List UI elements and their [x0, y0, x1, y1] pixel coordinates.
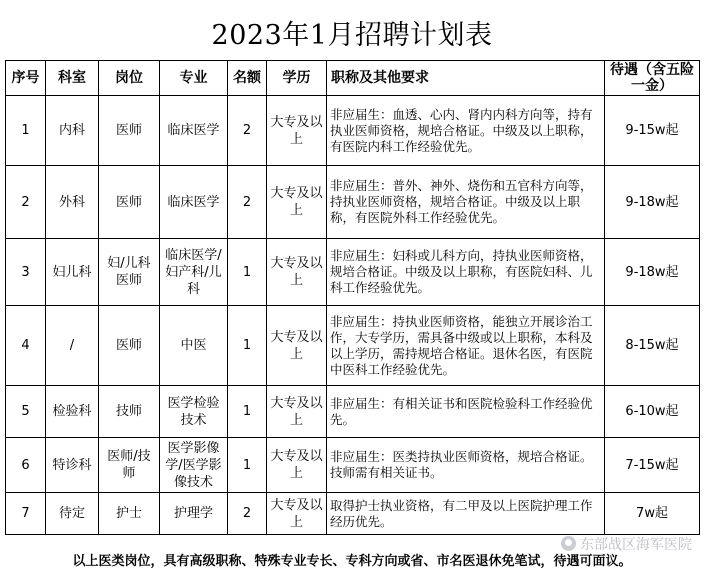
- cell-education: 大专及以上: [267, 493, 327, 535]
- cell-dept: 外科: [46, 166, 99, 239]
- cell-dept: 内科: [46, 96, 99, 166]
- cell-requirements: 非应届生：妇科或儿科方向，持执业医师资格，规培合格证。中级及以上职称，有医院妇科、儿科工作经验优先。: [327, 239, 605, 306]
- table-row: [6, 386, 700, 438]
- cell-dept: 特诊科: [46, 438, 99, 493]
- cell-dept: 待定: [46, 493, 99, 535]
- watermark-label: 东部战区海军医院: [580, 537, 692, 553]
- table-row: [6, 239, 700, 306]
- page-title: 2023年1月招聘计划表: [211, 20, 493, 51]
- cell-pay: 8-15w起: [605, 306, 700, 386]
- cell-requirements: 非应届生：有相关证书和医院检验科工作经验优先。: [327, 386, 605, 438]
- cell-post: 妇/儿科医师: [99, 239, 160, 306]
- cell-education: 大专及以上: [267, 306, 327, 386]
- header-count: 名额: [228, 61, 267, 96]
- cell-pay: 9-15w起: [605, 96, 700, 166]
- cell-requirements: 非应届生：持执业医师资格，能独立开展诊治工作，大专学历，需具备中级或以上职称，本科及以上学历，需持规培合格证。退休名医，有医院中医科工作经验优先。: [327, 306, 605, 386]
- cell-major: 医学检验技术: [160, 386, 228, 438]
- cell-count: 2: [228, 493, 267, 535]
- cell-education: 大专及以上: [267, 239, 327, 306]
- table-row: [6, 493, 700, 535]
- cell-education: 大专及以上: [267, 386, 327, 438]
- header-major: 专业: [160, 61, 228, 96]
- cell-count: 1: [228, 386, 267, 438]
- cell-pay: 7w起: [605, 493, 700, 535]
- header-no: 序号: [6, 61, 46, 96]
- cell-no: 2: [6, 166, 46, 239]
- cell-count: 2: [228, 96, 267, 166]
- cell-count: 1: [228, 438, 267, 493]
- table-row: [6, 306, 700, 386]
- cell-no: 5: [6, 386, 46, 438]
- cell-no: 1: [6, 96, 46, 166]
- cell-education: 大专及以上: [267, 166, 327, 239]
- cell-post: 医师: [99, 306, 160, 386]
- cell-no: 4: [6, 306, 46, 386]
- cell-requirements: 非应届生：普外、神外、烧伤和五官科方向等，持执业医师资格，规培合格证。中级及以上职称，有医院外科工作经验优先。: [327, 166, 605, 239]
- cell-major: 临床医学: [160, 166, 228, 239]
- cell-dept: /: [46, 306, 99, 386]
- header-pay: 待遇（含五险一金）: [605, 61, 700, 96]
- cell-pay: 9-18w起: [605, 239, 700, 306]
- cell-count: 1: [228, 239, 267, 306]
- cell-education: 大专及以上: [267, 96, 327, 166]
- header-dept: 科室: [46, 61, 99, 96]
- cell-post: 医师/技师: [99, 438, 160, 493]
- recruitment-table: [5, 60, 700, 535]
- cell-post: 技师: [99, 386, 160, 438]
- cell-requirements: 取得护士执业资格，有二甲及以上医院护理工作经历优先。: [327, 493, 605, 535]
- cell-requirements: 非应届生：血透、心内、肾内内科方向等，持有执业医师资格，规培合格证。中级及以上职称，有医院内科工作经验优先。: [327, 96, 605, 166]
- header-requirements: 职称及其他要求: [327, 61, 605, 96]
- cell-no: 6: [6, 438, 46, 493]
- wechat-icon: [561, 536, 576, 551]
- cell-count: 2: [228, 166, 267, 239]
- cell-pay: 7-15w起: [605, 438, 700, 493]
- cell-pay: 6-10w起: [605, 386, 700, 438]
- cell-dept: 妇儿科: [46, 239, 99, 306]
- table-row: [6, 96, 700, 166]
- cell-major: 临床医学: [160, 96, 228, 166]
- cell-no: 3: [6, 239, 46, 306]
- cell-requirements: 非应届生：医类持执业医师资格，规培合格证。技师需有相关证书。: [327, 438, 605, 493]
- cell-major: 中医: [160, 306, 228, 386]
- table-header-row: [6, 61, 700, 96]
- cell-major: 医学影像学/医学影像技术: [160, 438, 228, 493]
- cell-education: 大专及以上: [267, 438, 327, 493]
- cell-post: 护士: [99, 493, 160, 535]
- cell-post: 医师: [99, 166, 160, 239]
- cell-count: 1: [228, 306, 267, 386]
- cell-major: 护理学: [160, 493, 228, 535]
- cell-pay: 9-18w起: [605, 166, 700, 239]
- table-row: [6, 438, 700, 493]
- header-education: 学历: [267, 61, 327, 96]
- cell-no: 7: [6, 493, 46, 535]
- footer-note: 以上医类岗位，具有高级职称、特殊专业专长、专科方向或省、市名医退休免笔试，待遇可面议。: [72, 554, 632, 569]
- header-post: 岗位: [99, 61, 160, 96]
- cell-dept: 检验科: [46, 386, 99, 438]
- cell-major: 临床医学/妇产科/儿科: [160, 239, 228, 306]
- cell-post: 医师: [99, 96, 160, 166]
- table-row: [6, 166, 700, 239]
